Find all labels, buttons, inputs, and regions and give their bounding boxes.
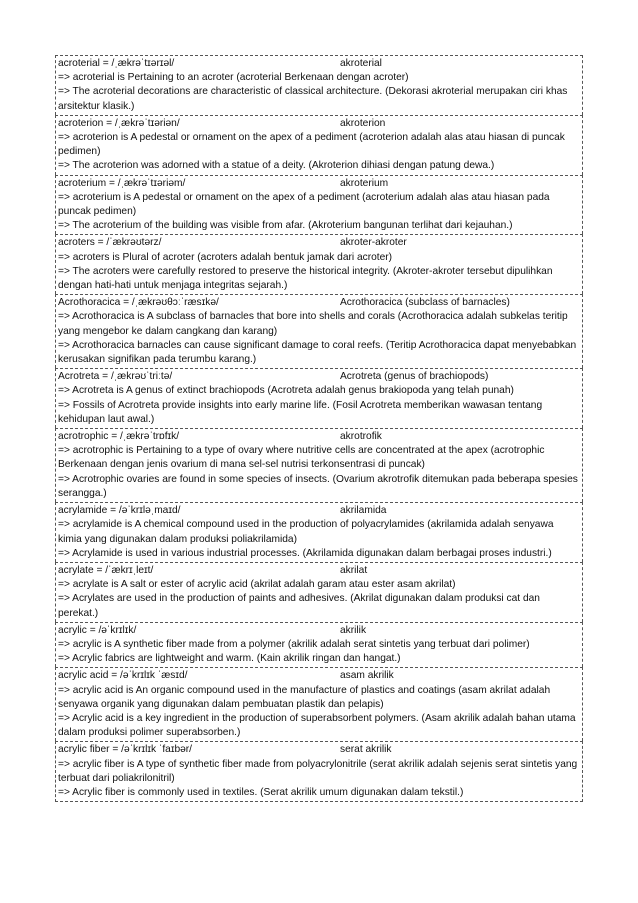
entry-definition: => Acrotreta is A genus of extinct brachiopods (Acrotreta adalah genus brakiopoda yang telah punah) [58, 385, 514, 397]
entry-definition: => acroterium is A pedestal or ornament on the apex of a pediment (acroterium adalah alas atau hiasan pada puncak pedimen) [58, 191, 550, 218]
entry-definition: => acrotrophic is Pertaining to a type of ovary where nutritive cells are concentrated at the apex (acrotrophic Berkenaan dengan jenis ovarium di mana sel-sel nutrisi terkonsentrasi di puncak) [58, 445, 545, 471]
entry-translation: akroterion [340, 117, 386, 129]
glossary-entries [55, 55, 583, 802]
entry-heading [58, 564, 580, 578]
entry-term: acrylamide = /əˈkrɪləˌmaɪd/ [58, 505, 181, 517]
glossary-entry [55, 562, 583, 622]
entry-term: acrylic fiber = /əˈkrɪlɪk ˈfaɪbər/ [58, 744, 193, 756]
entry-heading [58, 430, 580, 444]
entry-heading [58, 624, 580, 638]
entry-translation: akrilamida [340, 505, 387, 517]
entry-term: acrotrophic = /ˌækrəˈtrɒfɪk/ [58, 431, 180, 443]
entry-definition: => acrylic acid is An organic compound used in the manufacture of plastics and coatings (asam akrilat adalah senyawa organik yang digunakan dalam pembuatan plastik dan pelapis) [58, 684, 551, 710]
glossary-entry [55, 115, 583, 175]
entry-example: => Acrothoracica barnacles can cause significant damage to coral reefs. (Teritip Acrothoracica dapat menyebabkan kerusakan signifikan pada terumbu karang.) [58, 339, 577, 366]
entry-definition: => acrylic is A synthetic fiber made from a polymer (akrilik adalah serat sintetis yang terbuat dari polimer) [58, 638, 530, 650]
glossary-entry [55, 368, 583, 428]
entry-example: => Acrotrophic ovaries are found in some species of insects. (Ovarium akrotrofik ditemukan pada beberapa spesies serangga.) [58, 473, 578, 499]
entry-term: Acrothoracica = /ˌækrəʊθɔːˈræsɪkə/ [58, 297, 219, 309]
entry-term: acrylic = /əˈkrɪlɪk/ [58, 624, 137, 636]
entry-example: => The acroterium of the building was visible from afar. (Akroterium bangunan terlihat dari kejauhan.) [58, 220, 513, 232]
entry-translation: asam akrilik [340, 670, 394, 682]
glossary-entry [55, 741, 583, 802]
entry-definition: => acrylamide is A chemical compound used in the production of polyacrylamides (akrilamida adalah senyawa kimia yang digunakan dalam produksi poliakrilamida) [58, 519, 554, 545]
entry-example: => The acroterion was adorned with a statue of a deity. (Akroterion dihiasi dengan patung dewa.) [58, 160, 495, 172]
entry-translation: akrotrofik [340, 431, 382, 443]
glossary-entry [55, 667, 583, 741]
entry-heading [58, 743, 580, 757]
entry-example: => Acrylic fabrics are lightweight and warm. (Kain akrilik ringan dan hangat.) [58, 653, 401, 665]
entry-definition: => acrylic fiber is A type of synthetic fiber made from polyacrylonitrile (serat akrilik adalah sejenis serat sintetis yang terbuat dari poliakrilonitril) [58, 758, 578, 784]
entry-term: acroterium = /ˌækrəˈtɪəriəm/ [58, 177, 186, 189]
glossary-entry [55, 428, 583, 502]
entry-translation: serat akrilik [340, 744, 392, 756]
entry-term: Acrotreta = /ˌækrəʊˈtriːtə/ [58, 371, 173, 383]
entry-translation: akrilat [340, 564, 368, 576]
entry-translation: Acrothoracica (subclass of barnacles) [340, 297, 510, 309]
entry-heading [58, 370, 580, 384]
entry-heading [58, 669, 580, 683]
entry-term: acroterial = /ˌækrəˈtɪərɪəl/ [58, 58, 175, 69]
entry-definition: => acroterial is Pertaining to an acroter (acroterial Berkenaan dengan acroter) [58, 72, 409, 84]
entry-example: => Acrylamide is used in various industrial processes. (Akrilamida digunakan dalam berbagai proses industri.) [58, 547, 552, 559]
glossary-page [55, 55, 583, 802]
entry-term: acrylic acid = /əˈkrɪlɪk ˈæsɪd/ [58, 670, 188, 682]
glossary-entry [55, 55, 583, 115]
entry-term: acroterion = /ˌækrəˈtɪəriən/ [58, 117, 180, 129]
entry-heading [58, 57, 580, 71]
entry-definition: => acroterion is A pedestal or ornament on the apex of a pediment (acroterion adalah alas atau hiasan di puncak pedimen) [58, 132, 565, 158]
entry-term: acroters = /ˈækrəʊtərz/ [58, 237, 162, 249]
glossary-entry [55, 502, 583, 562]
glossary-entry [55, 175, 583, 235]
entry-translation: akroterium [340, 177, 389, 189]
entry-heading [58, 296, 580, 310]
glossary-entry [55, 622, 583, 668]
entry-translation: Acrotreta (genus of brachiopods) [340, 371, 489, 383]
entry-term: acrylate = /ˈækrɪˌleɪt/ [58, 564, 154, 576]
glossary-entry [55, 294, 583, 368]
entry-translation: akroterial [340, 58, 382, 69]
entry-example: => Fossils of Acrotreta provide insights into early marine life. (Fosil Acrotreta memberikan wawasan tentang kehidupan laut awal.) [58, 399, 543, 425]
entry-heading [58, 504, 580, 518]
entry-example: => Acrylates are used in the production of paints and adhesives. (Akrilat digunakan dalam produksi cat dan perekat.) [58, 593, 540, 619]
entry-definition: => acroters is Plural of acroter (acroters adalah bentuk jamak dari acroter) [58, 251, 393, 263]
entry-example: => The acroters were carefully restored to preserve the historical integrity. (Akroter-akroter tersebut dipulihkan dengan hati-hati untuk menjaga integritas sejarah.) [58, 265, 553, 292]
glossary-entry [55, 234, 583, 294]
entry-definition: => acrylate is A salt or ester of acrylic acid (akrilat adalah garam atau ester asam akrilat) [58, 579, 456, 591]
entry-heading [58, 117, 580, 131]
entry-heading [58, 177, 580, 191]
entry-definition: => Acrothoracica is A subclass of barnacles that bore into shells and corals (Acrothoracica adalah subkelas teritip yang mengebor ke dalam cangkang dan karang) [58, 311, 568, 337]
entry-translation: akroter-akroter [340, 237, 407, 249]
entry-translation: akrilik [340, 624, 367, 636]
entry-example: => The acroterial decorations are characteristic of classical architecture. (Dekorasi akroterial merupakan ciri khas arsitektur klasik.) [58, 86, 568, 112]
entry-example: => Acrylic fiber is commonly used in textiles. (Serat akrilik umum digunakan dalam tekstil.) [58, 786, 464, 798]
entry-example: => Acrylic acid is a key ingredient in the production of superabsorbent polymers. (Asam akrilik adalah bahan utama dalam produksi polimer superabsorben.) [58, 712, 576, 739]
entry-heading [58, 236, 580, 250]
